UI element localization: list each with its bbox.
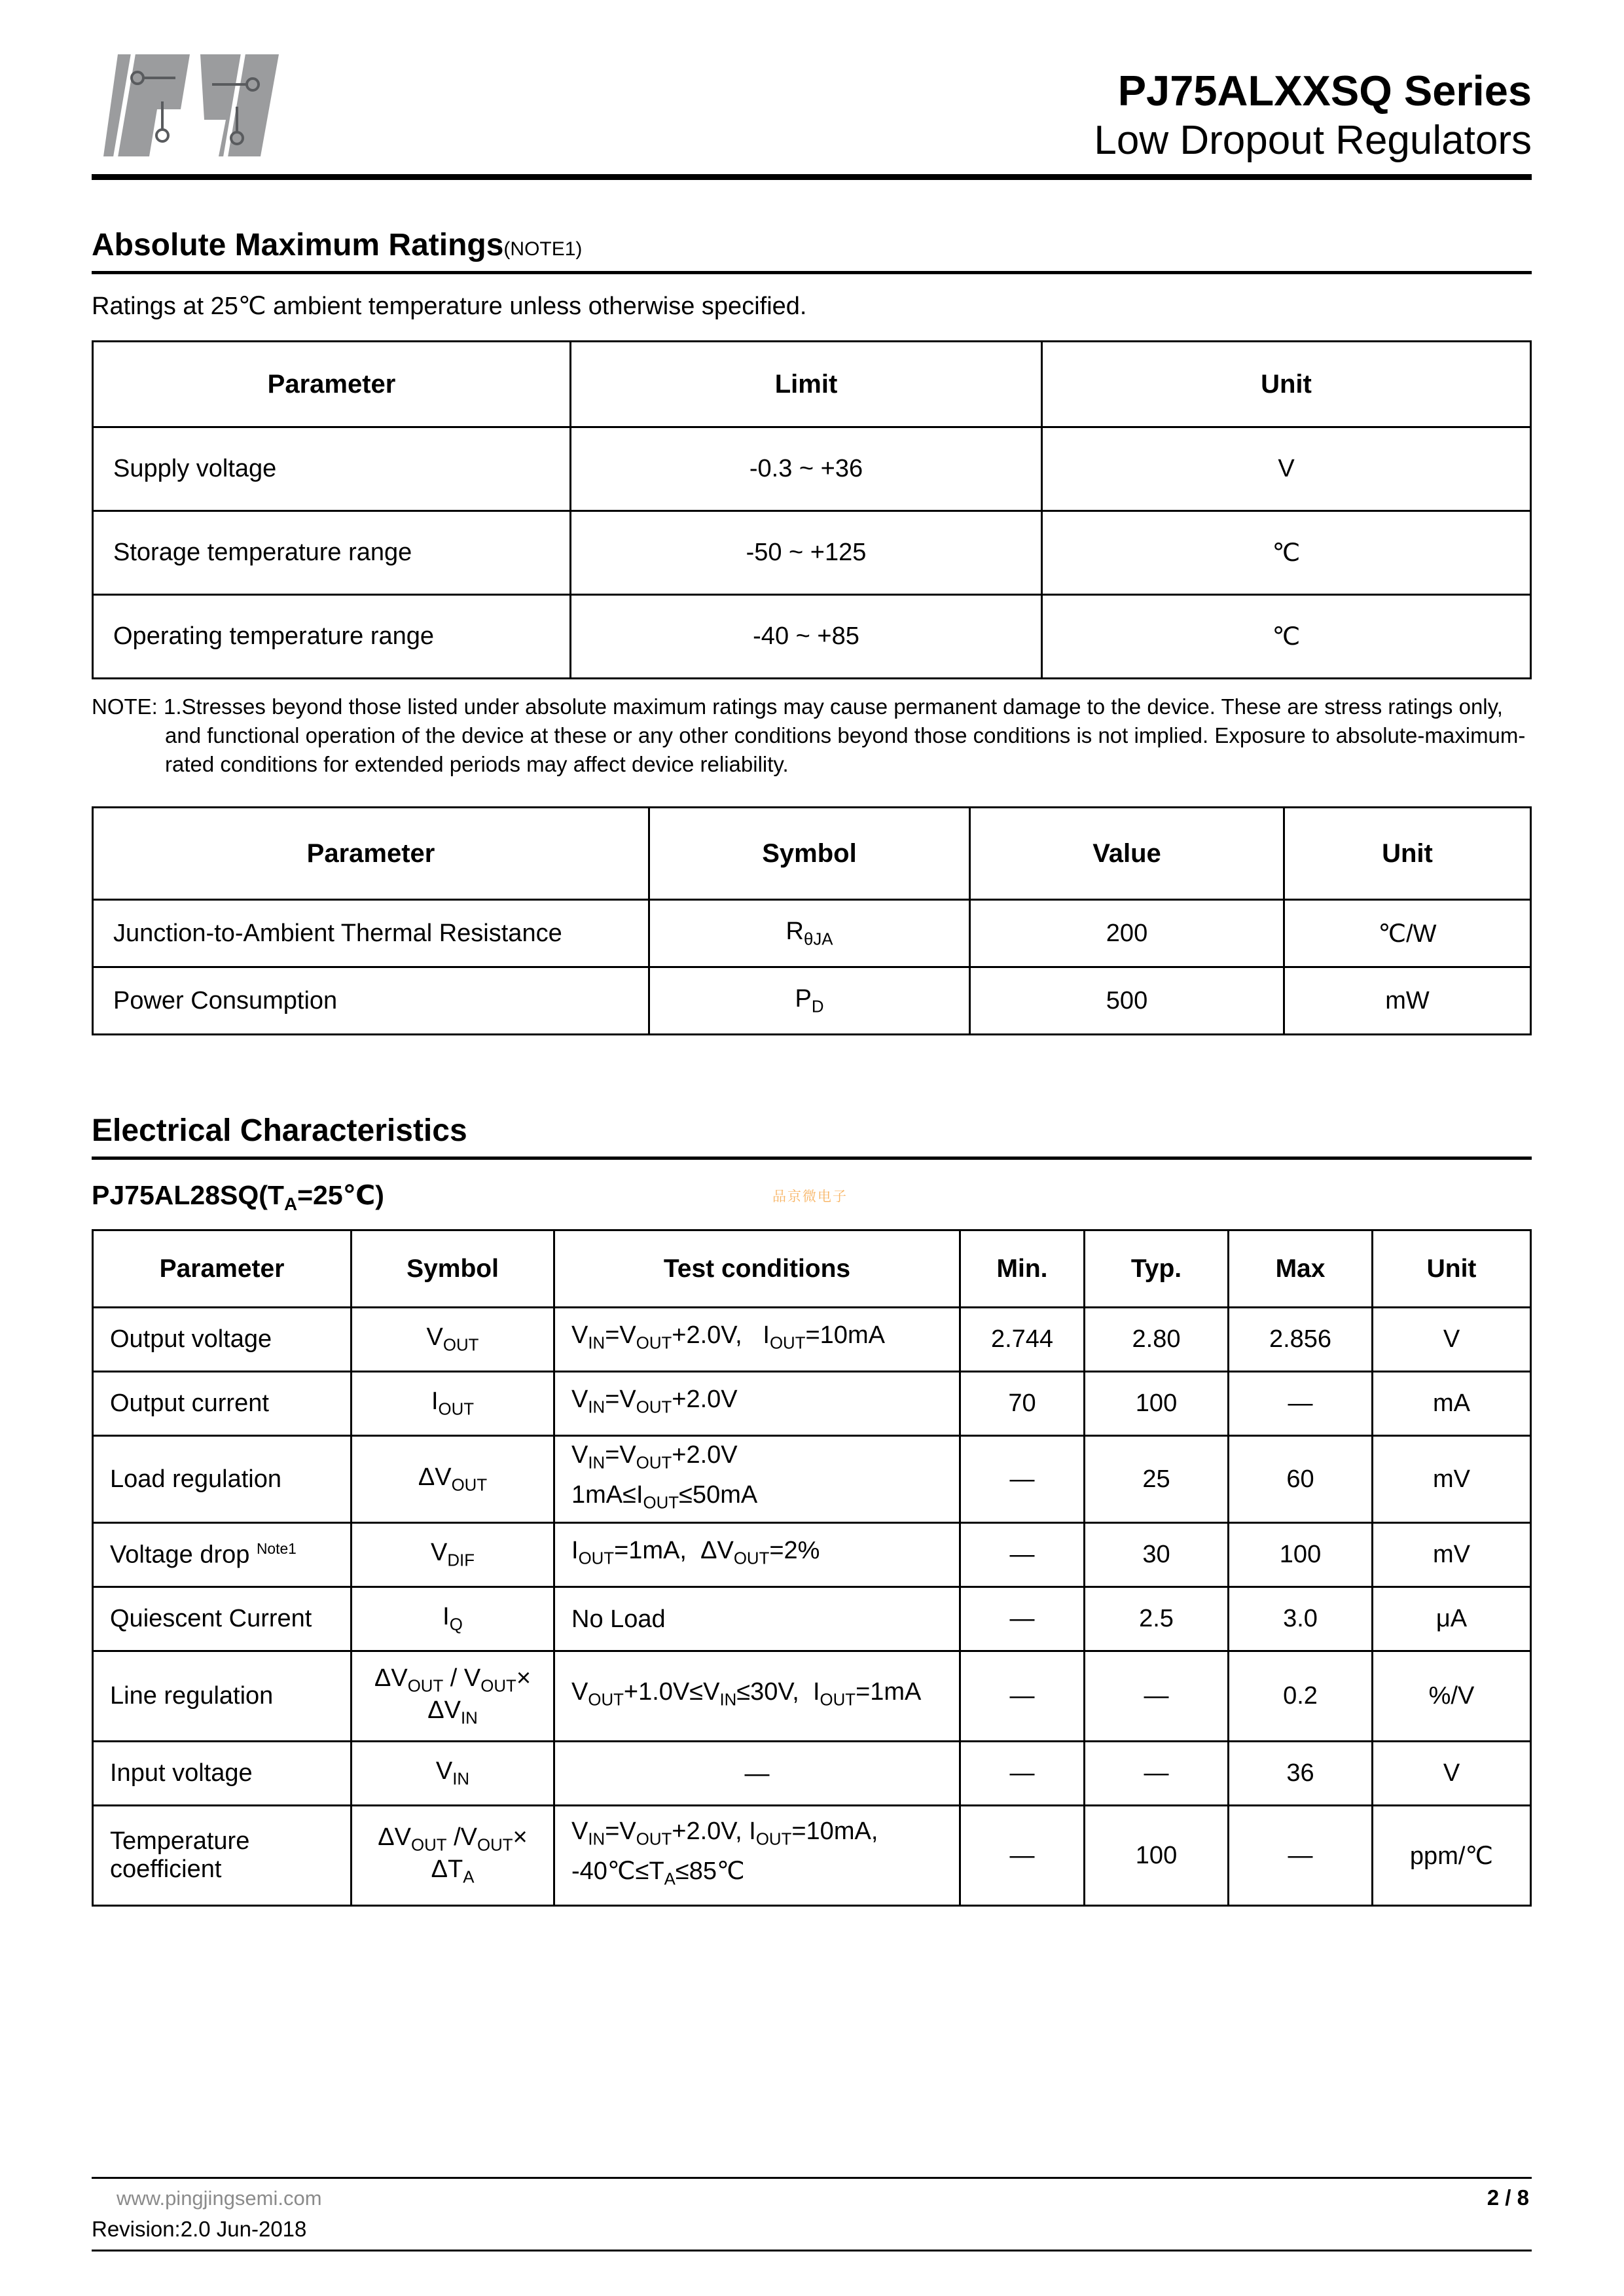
company-website: www.pingjingsemi.com	[117, 2187, 322, 2210]
conditions-cell: $V_{IN}=V_{OUT}+2.0V$ $1mA\le I_{OUT}\le 50mA$	[554, 1436, 960, 1523]
table-row	[93, 1742, 1531, 1806]
electrical-heading	[92, 1113, 1532, 1160]
col-header-conditions: Test conditions	[554, 1230, 960, 1308]
table-row	[93, 1436, 1531, 1523]
table-header-row	[93, 808, 1531, 900]
col-header-max: Max	[1229, 1230, 1373, 1308]
unit-cell: μA	[1373, 1587, 1531, 1651]
col-header-unit: Unit	[1042, 342, 1531, 427]
col-header-typ: Typ.	[1085, 1230, 1229, 1308]
thermal-table	[92, 806, 1532, 1035]
param-cell: Junction-to-Ambient Thermal Resistance	[93, 900, 649, 967]
symbol-cell: $V_{DIF}$	[352, 1523, 554, 1587]
max-cell: 2.856	[1229, 1308, 1373, 1372]
unit-cell: mV	[1373, 1436, 1531, 1523]
unit-cell: V	[1373, 1308, 1531, 1372]
table-row	[93, 1308, 1531, 1372]
unit-cell: %/V	[1373, 1651, 1531, 1742]
table-row	[93, 900, 1531, 967]
param-cell: Temperature coefficient	[93, 1806, 352, 1906]
conditions-cell: —	[554, 1742, 960, 1806]
min-cell: —	[960, 1587, 1085, 1651]
table-row	[93, 595, 1531, 679]
conditions-cell: $V_{IN}=V_{OUT}+2.0V$, $I_{OUT}=10mA$	[554, 1308, 960, 1372]
limit-cell: -0.3 ~ +36	[571, 427, 1042, 511]
title-block	[1094, 65, 1532, 165]
max-cell: —	[1229, 1806, 1373, 1906]
max-cell: —	[1229, 1372, 1373, 1436]
doc-subtitle: Low Dropout Regulators	[1094, 118, 1532, 163]
page-header	[92, 0, 1532, 180]
min-cell: 70	[960, 1372, 1085, 1436]
symbol-cell: $I_Q$	[352, 1587, 554, 1651]
max-cell: 3.0	[1229, 1587, 1373, 1651]
table-row	[93, 427, 1531, 511]
page-footer	[92, 2177, 1532, 2251]
symbol-cell: $\Delta V_{OUT}$	[352, 1436, 554, 1523]
value-cell: 200	[970, 900, 1284, 967]
typ-cell: 100	[1085, 1806, 1229, 1906]
max-cell: 36	[1229, 1742, 1373, 1806]
param-cell: Voltage drop $^{Note1}$	[93, 1523, 352, 1587]
param-cell: Power Consumption	[93, 967, 649, 1035]
conditions-cell: $V_{IN}=V_{OUT}+2.0V$, $I_{OUT}=10mA$, $-40℃\le T_A\le 85℃$	[554, 1806, 960, 1906]
value-cell: 500	[970, 967, 1284, 1035]
limit-cell: -40 ~ +85	[571, 595, 1042, 679]
table-header-row	[93, 342, 1531, 427]
symbol-cell: $\Delta V_{OUT} / V_{OUT}\times$ $\Delta V_{IN}$	[352, 1651, 554, 1742]
table-header-row	[93, 1230, 1531, 1308]
typ-cell: 2.5	[1085, 1587, 1229, 1651]
conditions-cell: $I_{OUT}=1mA$, $\Delta V_{OUT}=2\%$	[554, 1523, 960, 1587]
abs-max-heading	[92, 227, 1532, 274]
abs-max-note-ref: (NOTE1)	[503, 238, 583, 260]
abs-max-table	[92, 340, 1532, 679]
param-cell: Output current	[93, 1372, 352, 1436]
abs-max-footnote: NOTE: 1.Stresses beyond those listed under absolute maximum ratings may cause permanent damage to the device. These are stress ratings only, and functional operation of the device at these or any other conditions beyond those conditions is not implied. Exposure to absolute-maximum-rated conditions for extended periods may affect device reliability.	[92, 694, 1526, 776]
param-cell: Output voltage	[93, 1308, 352, 1372]
unit-cell: mV	[1373, 1523, 1531, 1587]
typ-cell: —	[1085, 1651, 1229, 1742]
col-header-symbol: Symbol	[352, 1230, 554, 1308]
typ-cell: 100	[1085, 1372, 1229, 1436]
table-row	[93, 1651, 1531, 1742]
param-cell: Quiescent Current	[93, 1587, 352, 1651]
typ-cell: 2.80	[1085, 1308, 1229, 1372]
electrical-subhead-row	[92, 1179, 1532, 1216]
table-row	[93, 1372, 1531, 1436]
typ-cell: 25	[1085, 1436, 1229, 1523]
symbol-cell: $P_D$	[649, 967, 970, 1035]
col-header-unit: Unit	[1373, 1230, 1531, 1308]
col-header-min: Min.	[960, 1230, 1085, 1308]
table-row	[93, 1806, 1531, 1906]
col-header-symbol: Symbol	[649, 808, 970, 900]
page-number: 2 / 8	[1487, 2185, 1529, 2210]
min-cell: —	[960, 1523, 1085, 1587]
min-cell: —	[960, 1651, 1085, 1742]
revision-text: Revision:2.0 Jun-2018	[92, 2217, 307, 2241]
col-header-limit: Limit	[571, 342, 1042, 427]
unit-cell: ℃/W	[1284, 900, 1531, 967]
symbol-cell: $R_{\theta JA}$	[649, 900, 970, 967]
ratings-intro: Ratings at 25℃ ambient temperature unless otherwise specified.	[92, 293, 807, 320]
min-cell: —	[960, 1742, 1085, 1806]
min-cell: 2.744	[960, 1308, 1085, 1372]
abs-max-title: Absolute Maximum Ratings	[92, 228, 504, 262]
unit-cell: ppm/℃	[1373, 1806, 1531, 1906]
unit-cell: mA	[1373, 1372, 1531, 1436]
part-condition-subtitle: $PJ75AL28SQ(T_A=25℃)$	[92, 1180, 384, 1215]
company-logo	[92, 46, 288, 165]
param-cell: Input voltage	[93, 1742, 352, 1806]
series-title: PJ75ALXXSQ Series	[1117, 67, 1532, 115]
conditions-cell: $V_{OUT}+1.0V\le V_{IN}\le 30V$, $I_{OUT}=1mA$	[554, 1651, 960, 1742]
col-header-parameter: Parameter	[93, 1230, 352, 1308]
col-header-parameter: Parameter	[93, 342, 571, 427]
electrical-title: Electrical Characteristics	[92, 1113, 467, 1148]
conditions-cell: $V_{IN}=V_{OUT}+2.0V$	[554, 1372, 960, 1436]
typ-cell: —	[1085, 1742, 1229, 1806]
symbol-cell: $\Delta V_{OUT}$ $/V_{OUT}\times$ $\Delta T_A$	[352, 1806, 554, 1906]
table-row	[93, 511, 1531, 595]
col-header-parameter: Parameter	[93, 808, 649, 900]
table-row	[93, 1587, 1531, 1651]
symbol-cell: $I_{OUT}$	[352, 1372, 554, 1436]
typ-cell: 30	[1085, 1523, 1229, 1587]
param-cell: Operating temperature range	[93, 595, 571, 679]
unit-cell: mW	[1284, 967, 1531, 1035]
symbol-cell: $V_{IN}$	[352, 1742, 554, 1806]
param-cell: Supply voltage	[93, 427, 571, 511]
max-cell: 60	[1229, 1436, 1373, 1523]
watermark-text: 品京微电子	[772, 1189, 848, 1204]
param-cell: Load regulation	[93, 1436, 352, 1523]
unit-cell: V	[1373, 1742, 1531, 1806]
conditions-cell: No Load	[554, 1587, 960, 1651]
symbol-cell: $V_{OUT}$	[352, 1308, 554, 1372]
unit-cell: ℃	[1042, 511, 1531, 595]
max-cell: 100	[1229, 1523, 1373, 1587]
col-header-value: Value	[970, 808, 1284, 900]
limit-cell: -50 ~ +125	[571, 511, 1042, 595]
unit-cell: ℃	[1042, 595, 1531, 679]
table-row	[93, 1523, 1531, 1587]
col-header-unit: Unit	[1284, 808, 1531, 900]
min-cell: —	[960, 1806, 1085, 1906]
electrical-table	[92, 1229, 1532, 1907]
min-cell: —	[960, 1436, 1085, 1523]
table-row	[93, 967, 1531, 1035]
max-cell: 0.2	[1229, 1651, 1373, 1742]
param-cell: Storage temperature range	[93, 511, 571, 595]
param-cell: Line regulation	[93, 1651, 352, 1742]
unit-cell: V	[1042, 427, 1531, 511]
